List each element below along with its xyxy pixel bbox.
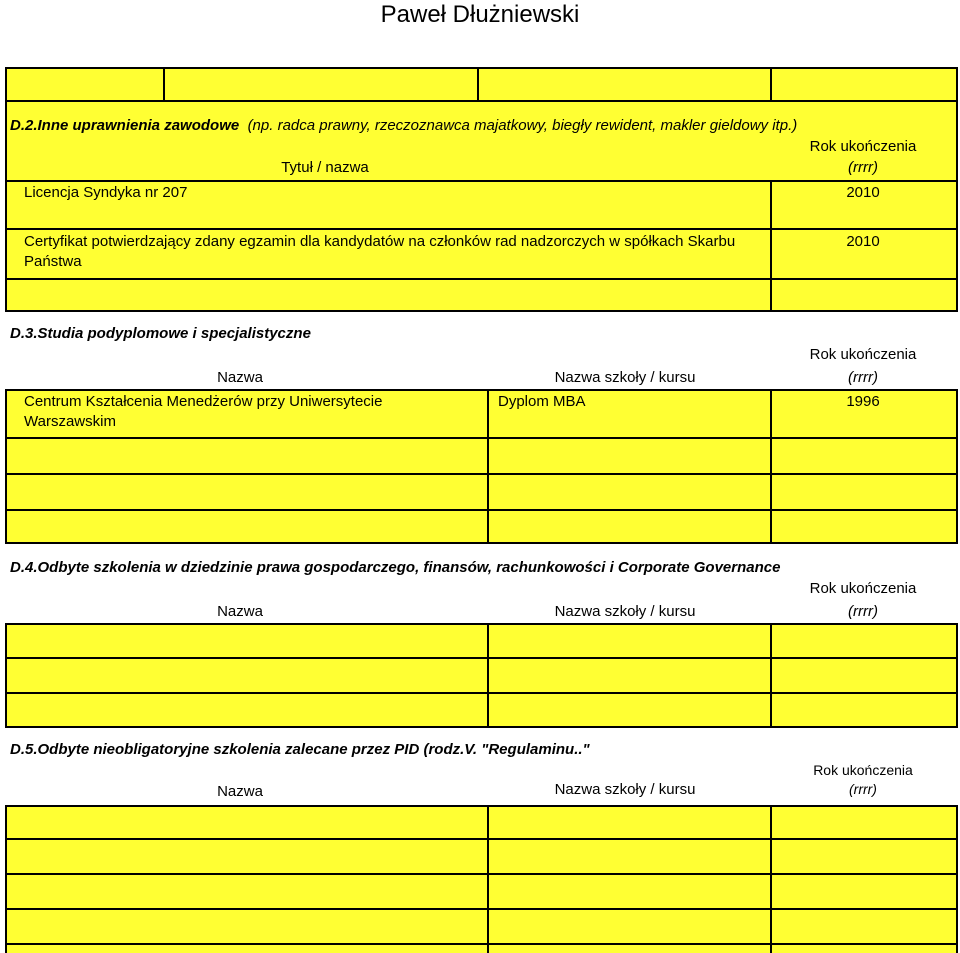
d3-row-1-school: Dyplom MBA <box>498 393 586 410</box>
top-table <box>5 67 958 102</box>
section-d5-heading: D.5.Odbyte nieobligatoryjne szkolenia zalecane przez PID (rodz.V. "Regulaminu.." <box>10 741 590 758</box>
d5-col-year-label: Rok ukończenia <box>813 762 913 778</box>
d3-row-1-year: 1996 <box>846 393 880 410</box>
d3-col-year-format: (rrrr) <box>848 369 878 386</box>
d4-col-school: Nazwa szkoły / kursu <box>554 603 696 620</box>
d5-col-year-format: (rrrr) <box>849 781 877 797</box>
section-d3-heading: D.3.Studia podyplomowe i specjalistyczne <box>10 325 311 342</box>
d2-col-year-label: Rok ukończenia <box>809 138 917 155</box>
d3-col-school: Nazwa szkoły / kursu <box>554 369 696 386</box>
d2-row-2-name: Certyfikat potwierdzający zdany egzamin dla kandydatów na członków rad nadzorczych w spółkach Skarbu Państwa <box>24 233 736 270</box>
d5-table <box>5 805 958 953</box>
d3-row-1-name: Centrum Kształcenia Menedżerów przy Uniwersytecie Warszawskim <box>24 393 383 430</box>
d5-col-school: Nazwa szkoły / kursu <box>554 781 696 798</box>
d3-col-name: Nazwa <box>217 369 263 386</box>
d2-row-2-year: 2010 <box>846 233 880 250</box>
d4-col-year-label: Rok ukończenia <box>809 580 917 597</box>
d4-table <box>5 623 958 728</box>
d2-col-year-format: (rrrr) <box>848 159 878 176</box>
d3-col-year-label: Rok ukończenia <box>809 346 917 363</box>
d4-col-name: Nazwa <box>217 603 263 620</box>
section-d4-heading: D.4.Odbyte szkolenia w dziedzinie prawa gospodarczego, finansów, rachunkowości i Corporate Governance <box>10 559 781 576</box>
d2-row-1-name: Licencja Syndyka nr 207 <box>24 184 188 201</box>
d2-row-1-year: 2010 <box>846 184 880 201</box>
page-title: Paweł Dłużniewski <box>380 1 580 28</box>
d2-col-title: Tytuł / nazwa <box>281 159 369 176</box>
section-d2-heading: D.2.Inne uprawnienia zawodowe (np. radca prawny, rzeczoznawca majatkowy, biegły rewident, makler gieldowy itp.) <box>10 117 798 134</box>
d4-col-year-format: (rrrr) <box>848 603 878 620</box>
d5-col-name: Nazwa <box>217 783 263 800</box>
section-d2-note: (np. radca prawny, rzeczoznawca majatkowy, biegły rewident, makler gieldowy itp.) <box>247 117 798 134</box>
